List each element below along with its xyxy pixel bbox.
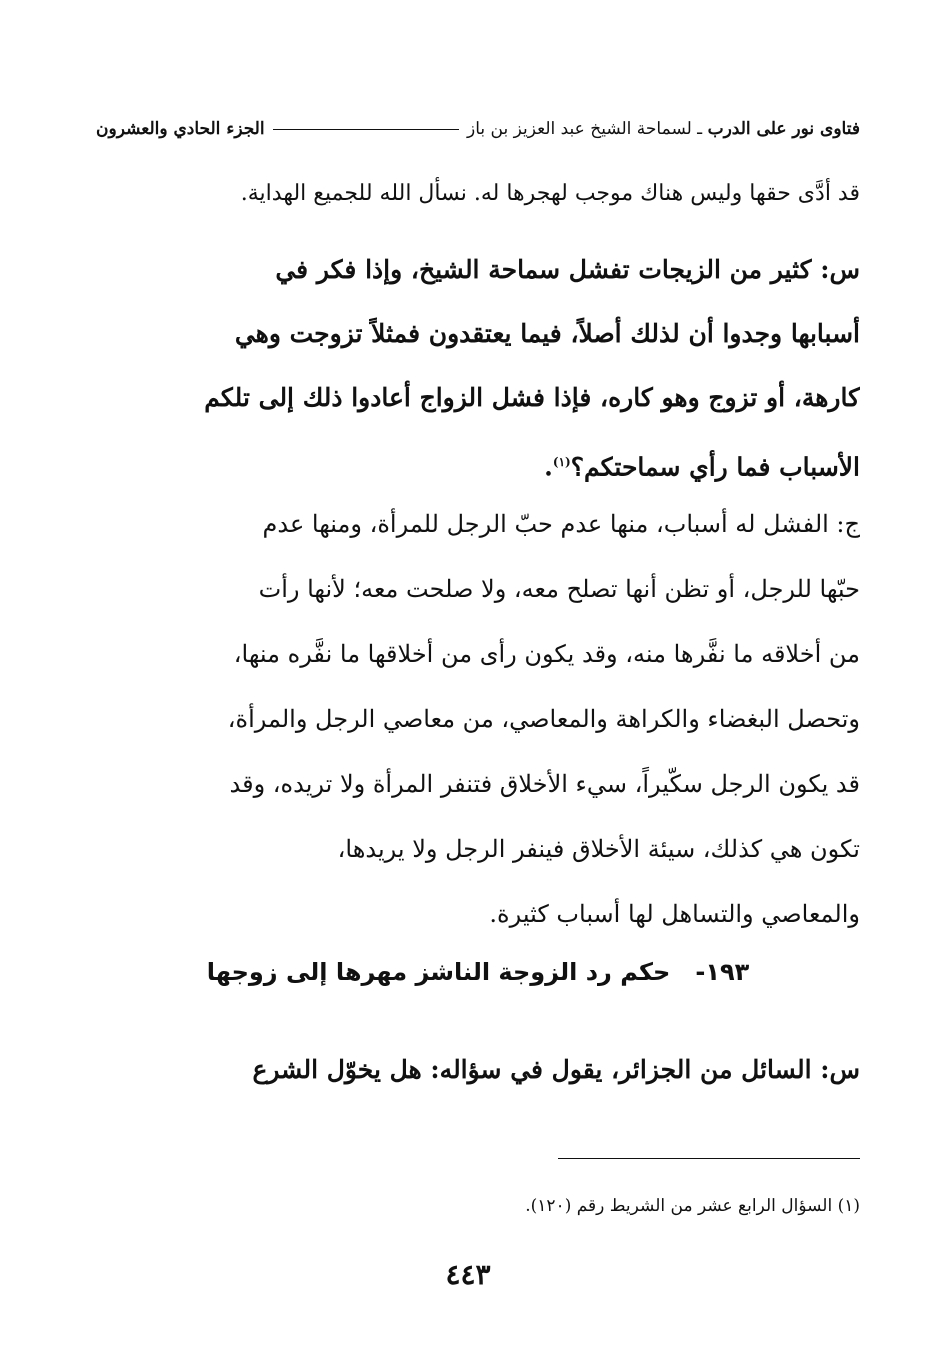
question-1-end-mark: .	[544, 452, 553, 482]
footnote: (١) السؤال الرابع عشر من الشريط رقم (١٢٠).	[525, 1196, 860, 1216]
intro-line: قد أدَّى حقها وليس هناك موجب لهجرها له. نسأل الله للجميع الهداية.	[240, 181, 860, 206]
answer-1	[96, 492, 860, 947]
answer-1-line: تكون هي كذلك، سيئة الأخلاق فينفر الرجل ولا يريدها،	[337, 835, 860, 863]
question-1-line: كارهة، أو تزوج وهو كاره، فإذا فشل الزواج أعادوا ذلك إلى تلكم	[204, 383, 860, 412]
header-book-title: فتاوى نور على الدرب	[707, 119, 860, 139]
page-number: ٤٤٣	[445, 1258, 491, 1291]
question-2	[96, 1040, 860, 1100]
section-number: ١٩٣-	[695, 958, 750, 986]
question-1	[96, 238, 860, 499]
intro-paragraph	[96, 172, 860, 216]
answer-1-line: قد يكون الرجل سكّيراً، سيء الأخلاق فتنفر المرأة ولا تريده، وقد	[229, 770, 860, 798]
footnote-reference[interactable]: (١)	[552, 455, 571, 469]
header-rule	[273, 129, 459, 130]
section-heading	[96, 958, 860, 986]
answer-1-line: وتحصل البغضاء والكراهة والمعاصي، من معاصي الرجل والمرأة،	[227, 705, 860, 733]
section-title: حكم رد الزوجة الناشز مهرها إلى زوجها	[206, 958, 671, 986]
question-1-line: أسبابها وجدوا أن لذلك أصلاً، فيما يعتقدون فمثلاً تزوجت وهي	[234, 319, 860, 348]
question-1-line: الأسباب فما رأي سماحتكم؟	[570, 452, 860, 482]
question-1-last-line	[96, 430, 860, 499]
header-volume: الجزء الحادي والعشرون	[96, 119, 265, 139]
header-author: ـ لسماحة الشيخ عبد العزيز بن باز	[467, 119, 703, 139]
answer-1-line: من أخلاقه ما نفَّرها منه، وقد يكون رأى من أخلاقها ما نفَّره منها،	[233, 640, 860, 668]
header-book-info	[467, 119, 860, 139]
question-1-line: س: كثير من الزيجات تفشل سماحة الشيخ، وإذا فكر في	[275, 255, 860, 284]
answer-1-line: والمعاصي والتساهل لها أسباب كثيرة.	[489, 900, 860, 928]
answer-1-line: ج: الفشل له أسباب، منها عدم حبّ الرجل للمرأة، ومنها عدم	[262, 510, 860, 538]
answer-1-line: حبّها للرجل، أو تظن أنها تصلح معه، ولا صلحت معه؛ لأنها رأت	[258, 575, 860, 603]
footnote-divider	[558, 1158, 860, 1159]
question-2-line: س: السائل من الجزائر، يقول في سؤاله: هل يخوّل الشرع	[252, 1055, 860, 1084]
running-header	[96, 112, 860, 146]
